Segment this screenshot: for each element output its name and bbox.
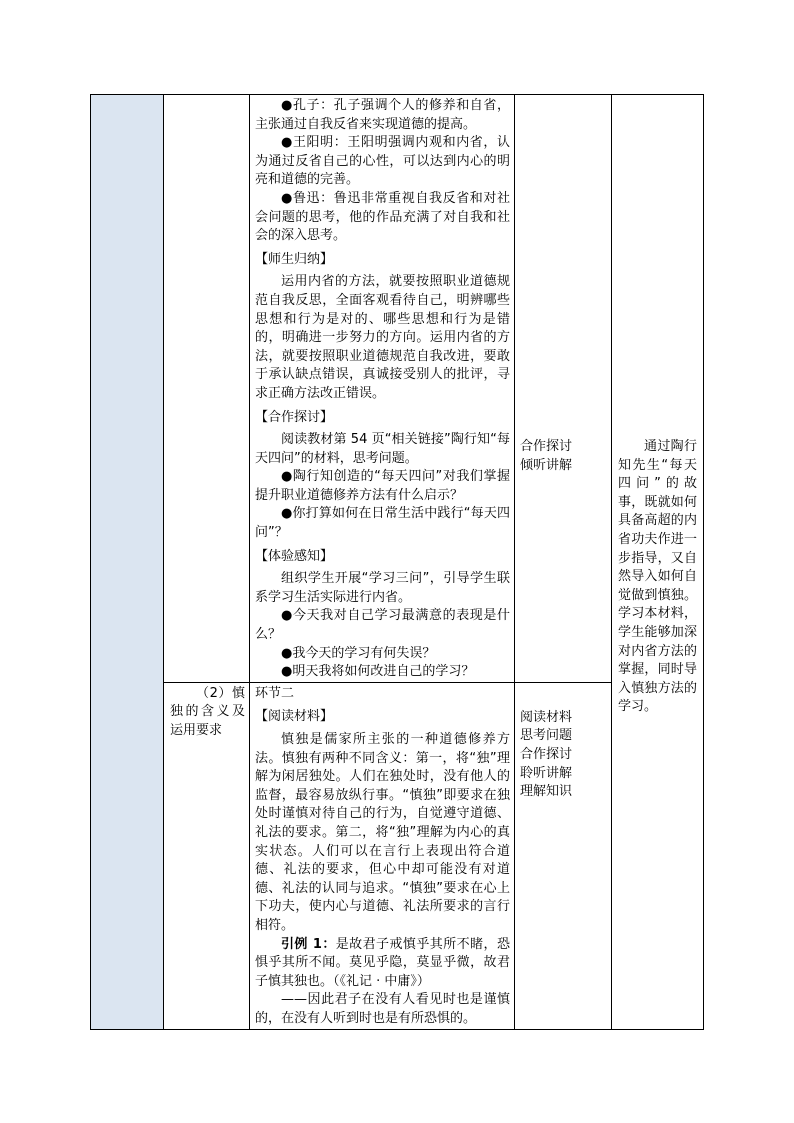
design-intent-text: 通过陶行知先生“每天四问”的故事，既就如何具备高超的内省功夫作进一步指导，又自然导入如何自觉做到慎独。学习本材料，学生能够加深对内省方法的掌握，同时导入慎独方法的学习。 xyxy=(618,439,697,715)
content-paragraph: 环节二 xyxy=(255,685,295,701)
topic-label: （2）慎独的含义及运用要求 xyxy=(170,685,245,738)
design-intent-cell xyxy=(612,95,704,1030)
section-heading: 【体验感知】 xyxy=(255,548,334,564)
activity-item: 理解知识 xyxy=(520,784,573,800)
teaching-content xyxy=(250,95,514,682)
design-intent xyxy=(612,95,703,717)
student-activity-list xyxy=(515,683,611,802)
section-heading: 【阅读材料】 xyxy=(255,709,334,725)
content-paragraph: 阅读教材第 54 页“相关链接”陶行知“每天四问”的材料，思考问题。 xyxy=(255,432,510,466)
lesson-plan-table xyxy=(90,94,704,1030)
section-heading: 【合作探讨】 xyxy=(255,409,334,425)
activity-item: 阅读材料 xyxy=(520,709,573,725)
content-paragraph xyxy=(255,936,510,992)
content-paragraph: ●明天我将如何改进自己的学习？ xyxy=(281,664,475,680)
content-paragraph: ●你打算如何在日常生活中践行“每天四问”？ xyxy=(255,506,510,541)
content-paragraph: 运用内省的方法，就要按照职业道德规范自我反思，全面客观看待自己，明辨哪些思想和行为是对的、哪些思想和行为是错的，明确进一步努力的方向。运用内省的方法，就要按照职业道德规范自我改进，要敢于承认缺点错误，真诚接受别人的批评，寻求正确方法改正错误。 xyxy=(255,274,510,401)
content-paragraph: ●今天我对自己学习最满意的表现是什么？ xyxy=(255,608,510,643)
content-paragraph: ●我今天的学习有何失误？ xyxy=(281,645,436,661)
student-activity-cell xyxy=(515,682,612,1029)
topic-label-wrap xyxy=(164,683,249,741)
content-paragraph: 慎独是儒家所主张的一种道德修养方法。慎独有两种不同含义：第一，将“独”理解为闲居独处。人们在独处时，没有他人的监督，最容易放纵行事。“慎独”即要求在独处时谨慎对待自己的行为，自觉遵守道德、礼法的要求。第二，将“独”理解为内心的真实状态。人们可以在言行上表现出符合道德、礼法的要求，但心中却可能没有对道德、礼法的认同与追求。“慎独”要求在心上下功夫，使内心与道德、礼法所要求的言行相符。 xyxy=(255,732,510,933)
activity-item: 倾听讲解 xyxy=(520,457,573,473)
stage-column-cell xyxy=(91,95,164,1030)
content-paragraph: 组织学生开展“学习三问”，引导学生联系学习生活实际进行内省。 xyxy=(255,571,510,605)
teaching-content xyxy=(250,683,514,1029)
example-lead: 引例 1： xyxy=(281,936,336,952)
content-paragraph: ●鲁迅：鲁迅非常重视自我反省和对社会问题的思考，他的作品充满了对自我和社会的深入思考。 xyxy=(255,190,510,244)
topic-cell-empty xyxy=(164,95,250,683)
section-heading: 【师生归纳】 xyxy=(255,251,334,267)
activity-item: 聆听讲解 xyxy=(520,765,573,781)
table-row xyxy=(91,95,704,683)
example-text: 是故君子戒慎乎其所不睹，恐惧乎其所不闻。莫见乎隐，莫显乎微，故君子慎其独也。（《礼记 · 中庸》） xyxy=(255,936,510,989)
activity-item: 合作探讨 xyxy=(520,439,573,454)
topic-cell xyxy=(164,682,250,1029)
content-paragraph: ●王阳明：王阳明强调内观和内省，认为通过反省自己的心性，可以达到内心的明亮和道德的完善。 xyxy=(255,135,510,188)
activity-item: 合作探讨 xyxy=(520,747,573,762)
teaching-content-cell xyxy=(250,682,515,1029)
student-activity-list xyxy=(515,95,611,475)
student-activity-cell xyxy=(515,95,612,683)
content-paragraph: ●陶行知创造的“每天四问”对我们掌握提升职业道德修养方法有什么启示？ xyxy=(255,469,510,503)
content-paragraph: ——因此君子在没有人看见时也是谨慎的，在没有人听到时也是有所恐惧的。 xyxy=(255,992,510,1026)
content-paragraph: ●孔子：孔子强调个人的修养和自省，主张通过自我反省来实现道德的提高。 xyxy=(255,98,510,132)
teaching-content-cell xyxy=(250,95,515,683)
activity-item: 思考问题 xyxy=(520,728,573,744)
